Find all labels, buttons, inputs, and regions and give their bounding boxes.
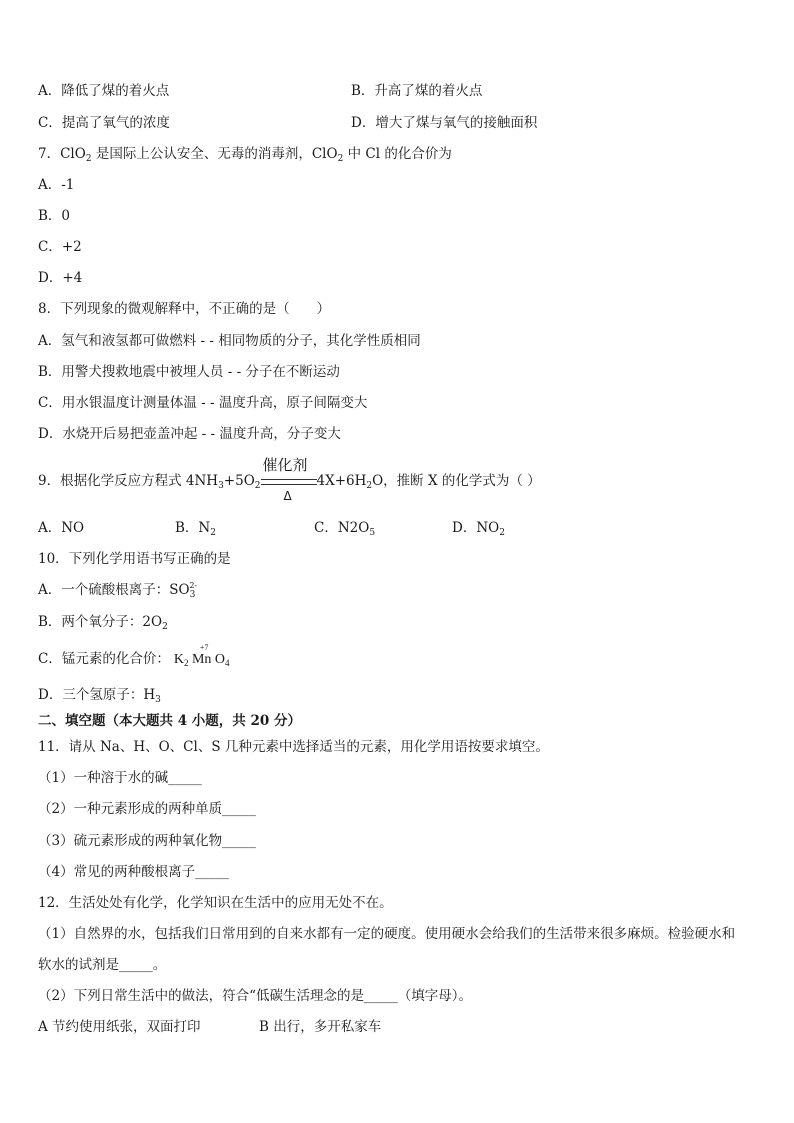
q11-part-4: （4）常见的两种酸根离子_____ [38,864,229,880]
q9-option-d: D．$NO_2$ [452,520,505,538]
q6-option-a: A．降低了煤的着火点 [38,83,170,99]
q12-option-b: B 出行，多开私家车 [259,1019,382,1035]
q6-option-row-1 [38,82,756,100]
q11-part-1: （1）一种溶于水的碱_____ [38,770,202,786]
q12-option-a: A 节约使用纸张，双面打印 [38,1019,201,1035]
q10-option-a: A．一个硫酸根离子：$SO_3^{2-}$ [38,581,198,600]
q8-option-d: D．水烧开后易把壶盖冲起 - - 温度升高，分子变大 [38,426,341,442]
q9-stem: 9．根据化学反应方程式 $4NH_3+5O_2$ 催化剂 Δ $4X+6H_2O$，推断 X 的化学式为（ ） [38,456,541,503]
q7-stem: 7．ClO$_2$ 是国际上公认安全、无毒的消毒剂，ClO$_2$ 中 Cl 的化合价为 [38,146,452,164]
q8-option-a: A．氢气和液氢都可做燃料 - - 相同物质的分子，其化学性质相同 [38,333,421,349]
q6-option-c: C．提高了氧气的浓度 [38,115,170,131]
q7-option-d: D．+4 [38,270,83,286]
q6-option-row-2 [38,114,756,132]
q6-option-b: B．升高了煤的着火点 [351,83,483,99]
valence-formula: +7 $K_2$ Mn $O_4$ [170,651,230,669]
q9-option-a: A．NO [38,520,85,536]
q10-option-d: D．三个氢原子：$H_3$ [38,687,161,705]
q11-part-3: （3）硫元素形成的两种氧化物_____ [38,833,256,849]
reaction-condition-arrow [261,456,317,503]
q6-option-d: D．增大了煤与氧气的接触面积 [351,115,538,131]
q10-option-c: C．锰元素的化合价： +7 $K_2$ Mn $O_4$ [38,650,756,669]
q10-option-b: B．两个氧分子：$2O_2$ [38,614,168,632]
heat-symbol: Δ [283,489,292,503]
q11-stem: 11．请从 Na、H、O、Cl、S 几种元素中选择适当的元素，用化学用语按要求填空。 [38,739,549,755]
catalyst-label: 催化剂 [262,456,308,474]
q7-option-c: C．+2 [38,239,82,255]
q12-part-2: （2）下列日常生活中的做法，符合“低碳生活理念的是_____（填字母）。 [38,988,472,1004]
q11-part-2: （2）一种元素形成的两种单质_____ [38,801,256,817]
q12-stem: 12．生活处处有化学，化学知识在生活中的应用无处不在。 [38,895,393,911]
q8-option-c: C．用水银温度计测量体温 - - 温度升高，原子间隔变大 [38,395,368,411]
q12-part-1-line-2: 软水的试剂是_____。 [38,957,167,973]
q7-option-a: A．-1 [38,177,75,193]
q8-stem: 8．下列现象的微观解释中，不正确的是（ ） [38,301,331,317]
q9-option-b: B．$N_2$ [175,520,216,538]
q10-stem: 10．下列化学用语书写正确的是 [38,551,231,567]
q7-option-b: B．0 [38,208,71,224]
q8-option-b: B．用警犬搜救地震中被埋人员 - - 分子在不断运动 [38,364,340,380]
q9-option-c: C．$N2O_5$ [314,520,376,538]
q12-part-1-line-1: （1）自然界的水，包括我们日常用到的自来水都有一定的硬度。使用硬水会给我们的生活带来很多麻烦。检验硬水和 [38,926,736,942]
section-heading: 二、填空题（本大题共 4 小题，共 20 分） [38,713,301,729]
valence-mark: +7 [199,643,209,652]
